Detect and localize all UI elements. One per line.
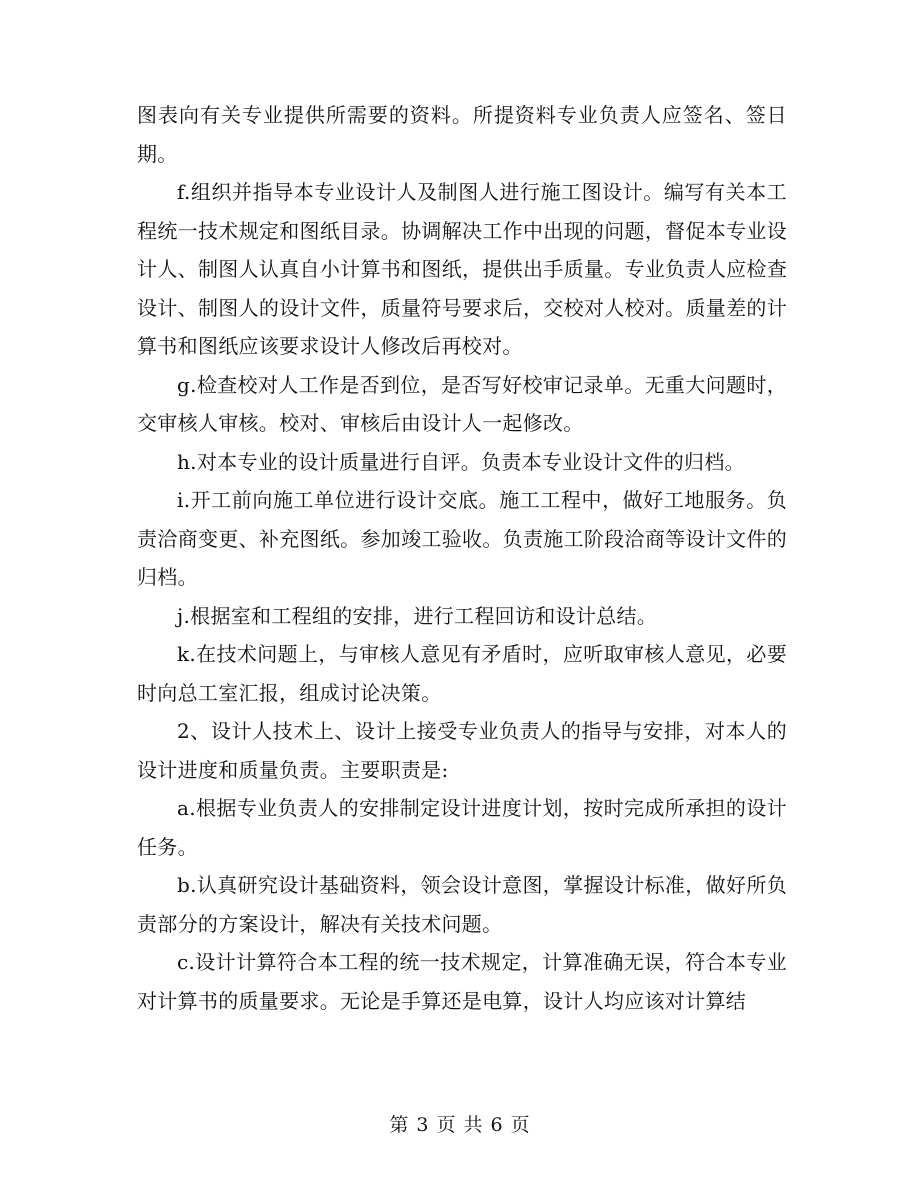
paragraph-item-f: f.组织并指导本专业设计人及制图人进行施工图设计。编写有关本工程统一技术规定和图纸目录。协调解决工作中出现的问题，督促本专业设计人、制图人认真自小计算书和图纸，提供出手质量。专业负责人应检查设计、制图人的设计文件，质量符号要求后，交校对人校对。质量差的计算书和图纸应该要求设计人修改后再校对。 (137, 180, 787, 358)
paragraph-continuation: 图表向有关专业提供所需要的资料。所提资料专业负责人应签名、签日期。 (137, 103, 787, 166)
page-number-footer: 第 3 页 共 6 页 (389, 1114, 531, 1136)
paragraph-item-b: b.认真研究设计基础资料，领会设计意图，掌握设计标准，做好所负责部分的方案设计，解决有关技术问题。 (137, 873, 787, 936)
paragraph-item-h: h.对本专业的设计质量进行自评。负责本专业设计文件的归档。 (177, 449, 745, 474)
paragraph-item-i: i.开工前向施工单位进行设计交底。施工工程中，做好工地服务。负责洽商变更、补充图纸。参加竣工验收。负责施工阶段洽商等设计文件的归档。 (137, 488, 787, 589)
paragraph-item-g: g.检查校对人工作是否到位，是否写好校审记录单。无重大问题时，交审核人审核。校对、审核后由设计人一起修改。 (137, 372, 787, 435)
paragraph-item-a: a.根据专业负责人的安排制定设计进度计划，按时完成所承担的设计任务。 (137, 796, 787, 859)
paragraph-item-k: k.在技术问题上，与审核人意见有矛盾时，应听取审核人意见，必要时向总工室汇报，组成讨论决策。 (137, 642, 787, 705)
paragraph-item-c: c.设计计算符合本工程的统一技术规定，计算准确无误，符合本专业对计算书的质量要求。无论是手算还是电算，设计人均应该对计算结 (137, 950, 787, 1013)
document-body (137, 96, 787, 1020)
paragraph-item-j: j.根据室和工程组的安排，进行工程回访和设计总结。 (177, 603, 658, 628)
paragraph-section-2: 2、设计人技术上、设计上接受专业负责人的指导与安排，对本人的设计进度和质量负责。主要职责是: (137, 719, 787, 782)
